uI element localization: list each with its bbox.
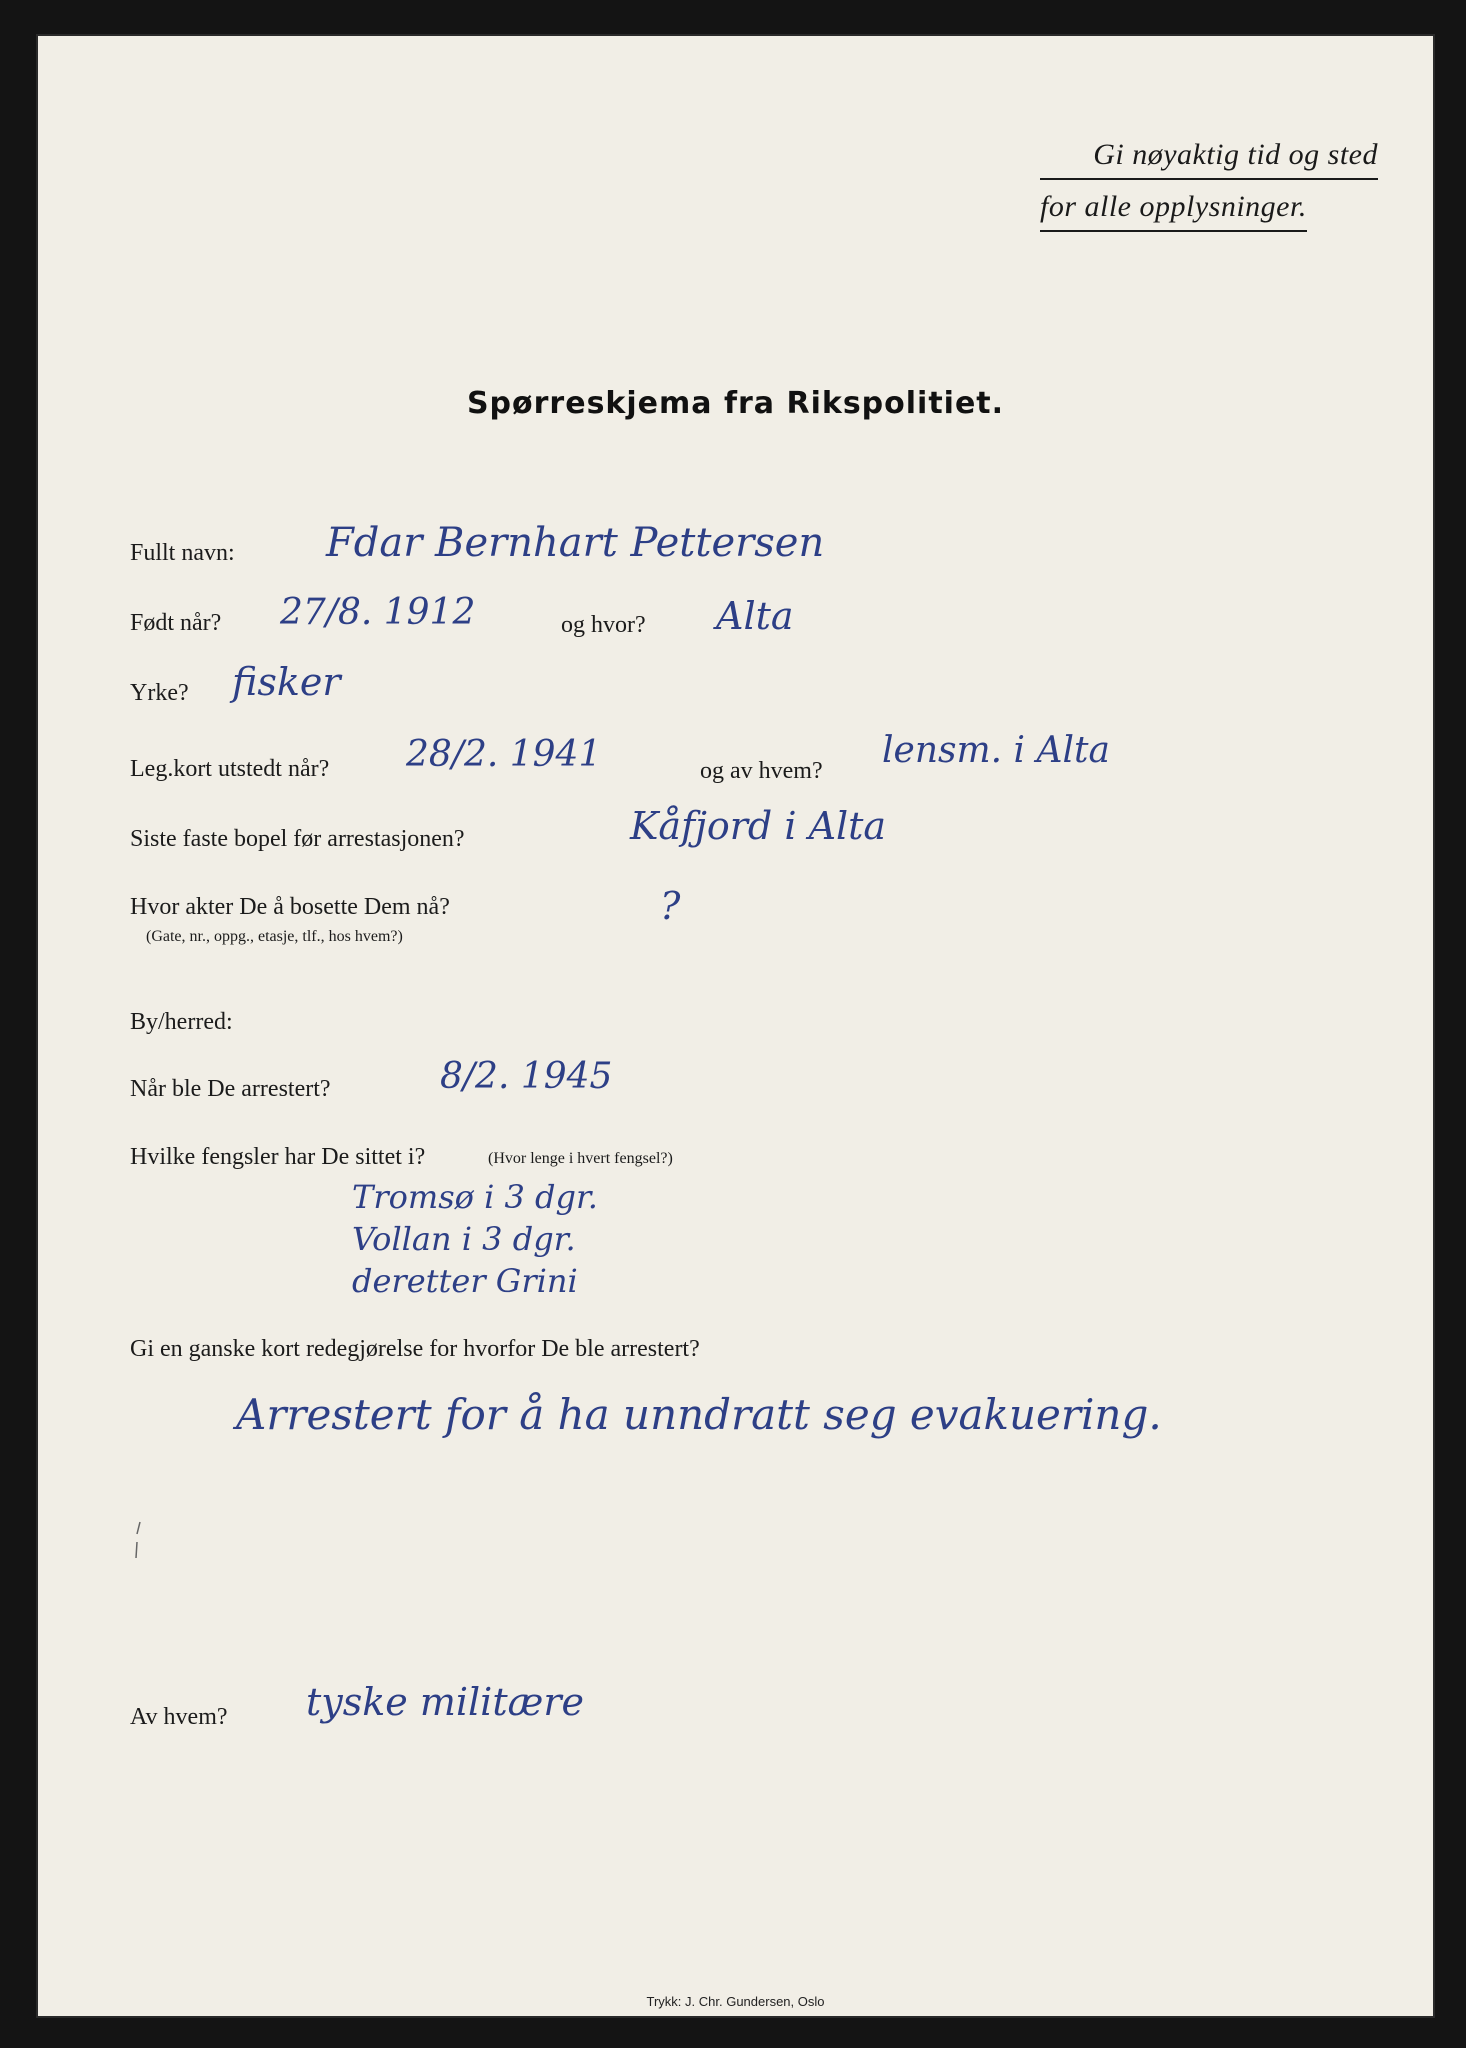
arrested-when-label: Når ble De arrestert? bbox=[130, 1076, 331, 1102]
form-title: Spørreskjema fra Rikspolitiet. bbox=[466, 386, 1005, 421]
by-whom-value: tyske militære bbox=[306, 1680, 584, 1724]
arrested-when-value: 8/2. 1945 bbox=[440, 1056, 613, 1097]
prison-line-3: deretter Grini bbox=[352, 1262, 578, 1300]
prisons-label: Hvilke fengsler har De sittet i? bbox=[130, 1144, 426, 1170]
pencil-tick-mark bbox=[134, 1520, 144, 1560]
by-whom-label: Av hvem? bbox=[130, 1704, 228, 1730]
born-where-label: og hvor? bbox=[561, 612, 646, 638]
show-through-text bbox=[1026, 194, 1406, 214]
printer-imprint: Trykk: J. Chr. Gundersen, Oslo bbox=[646, 1994, 825, 2009]
reason-value: Arrestert for å ha unndratt seg evakuering. bbox=[236, 1390, 1162, 1439]
instruction-line-1: Gi nøyaktig tid og sted bbox=[1040, 138, 1378, 180]
born-where-value: Alta bbox=[716, 594, 794, 638]
prison-line-1: Tromsø i 3 dgr. bbox=[352, 1178, 598, 1216]
legcard-by-label: og av hvem? bbox=[700, 758, 823, 784]
born-when-label: Født når? bbox=[130, 610, 222, 636]
municipality-label: By/herred: bbox=[130, 1009, 233, 1035]
instruction-note bbox=[1040, 138, 1378, 232]
last-residence-value: Kåfjord i Alta bbox=[630, 804, 887, 848]
settle-sublabel: (Gate, nr., oppg., etasje, tlf., hos hvem?) bbox=[146, 928, 403, 945]
reason-label: Gi en ganske kort redegjørelse for hvorfor De ble arrestert? bbox=[130, 1336, 700, 1362]
legcard-by-value: lensm. i Alta bbox=[882, 730, 1110, 771]
occupation-value: fisker bbox=[232, 660, 341, 704]
name-value: Fdar Bernhart Pettersen bbox=[326, 520, 825, 566]
instruction-line-2: for alle opplysninger. bbox=[1040, 190, 1307, 232]
settle-label: Hvor akter De å bosette Dem nå? bbox=[130, 894, 450, 920]
form-page bbox=[36, 34, 1435, 2018]
born-when-value: 27/8. 1912 bbox=[280, 592, 476, 633]
legcard-when-label: Leg.kort utstedt når? bbox=[130, 756, 330, 782]
prisons-sublabel: (Hvor lenge i hvert fengsel?) bbox=[488, 1150, 673, 1167]
settle-value: ? bbox=[660, 884, 681, 928]
last-residence-label: Siste faste bopel før arrestasjonen? bbox=[130, 826, 465, 852]
occupation-label: Yrke? bbox=[130, 680, 189, 706]
legcard-when-value: 28/2. 1941 bbox=[406, 734, 602, 775]
prison-line-2: Vollan i 3 dgr. bbox=[352, 1220, 576, 1258]
name-label: Fullt navn: bbox=[130, 540, 235, 566]
